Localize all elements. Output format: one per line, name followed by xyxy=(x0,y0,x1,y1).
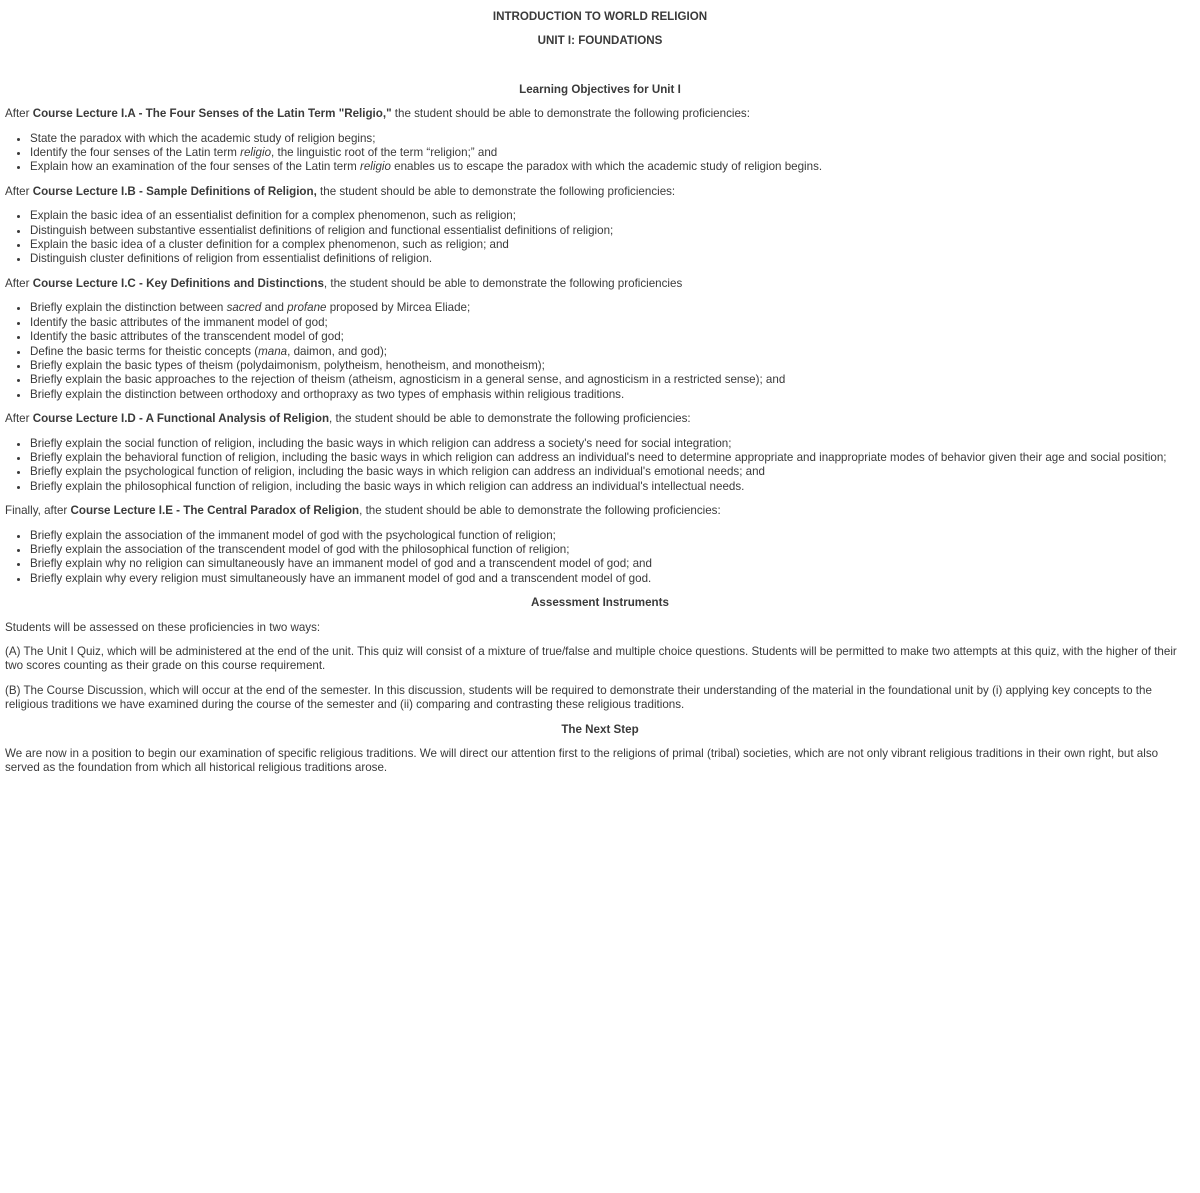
objective-text: Briefly explain the philosophical function of religion, including the basic ways in which religion can address an individual's intellectual needs. xyxy=(30,479,745,493)
objective-item xyxy=(30,238,1195,252)
objectives-sections xyxy=(5,107,1195,586)
objective-item xyxy=(30,316,1195,330)
section-intro xyxy=(5,504,1195,518)
objective-item xyxy=(30,437,1195,451)
emphasized-term: religio xyxy=(359,160,391,174)
objectives-list xyxy=(5,529,1195,587)
objective-text: Briefly explain why every religion must simultaneously have an immanent model of god and a transcendent model of god. xyxy=(30,571,652,585)
objective-item xyxy=(30,146,1195,160)
objective-text: Distinguish between substantive essentialist definitions of religion and functional essentialist definitions of religion; xyxy=(30,223,614,237)
objective-item xyxy=(30,345,1195,359)
objective-text: Explain how an examination of the four senses of the Latin term xyxy=(30,160,360,174)
section-intro-prefix: After xyxy=(5,276,33,290)
objective-text: Briefly explain the distinction between orthodoxy and orthopraxy as two types of emphasis within religious traditions. xyxy=(30,387,625,401)
objective-text: Identify the basic attributes of the immanent model of god; xyxy=(30,315,328,329)
unit-title: UNIT I: FOUNDATIONS xyxy=(537,34,663,48)
objective-item xyxy=(30,224,1195,238)
document-page xyxy=(0,10,1200,776)
next-step-heading: The Next Step xyxy=(561,722,639,736)
objective-item xyxy=(30,557,1195,571)
objective-item xyxy=(30,529,1195,543)
objectives-heading: Learning Objectives for Unit I xyxy=(519,82,681,96)
objective-item xyxy=(30,160,1195,174)
assessment-heading: Assessment Instruments xyxy=(531,596,669,610)
objective-text: Briefly explain the basic types of theism (polydaimonism, polytheism, henotheism, and monotheism); xyxy=(30,358,545,372)
lecture-title: Course Lecture I.D - A Functional Analysis of Religion xyxy=(32,412,330,426)
objectives-list xyxy=(5,437,1195,495)
objective-item xyxy=(30,301,1195,315)
section-intro-suffix: , the student should be able to demonstrate the following proficiencies: xyxy=(359,504,721,518)
assessment-item-a: (A) The Unit I Quiz, which will be administered at the end of the unit. This quiz will consist of a mixture of true/false and multiple choice questions. Students will be permitted to make two attempts at this quiz, with the higher of their two scores counting as their grade on this course requirement. xyxy=(5,645,1177,673)
objective-item xyxy=(30,543,1195,557)
objective-text: Explain the basic idea of an essentialist definition for a complex phenomenon, such as religion; xyxy=(30,209,516,223)
lecture-title: Course Lecture I.E - The Central Paradox of Religion xyxy=(70,504,360,518)
objective-item xyxy=(30,465,1195,479)
next-step-text: We are now in a position to begin our examination of specific religious traditions. We will direct our attention first to the religions of primal (tribal) societies, which are not only vibrant religious traditions in their own right, but also served as the foundation from which all historical religious traditions arose. xyxy=(5,747,1159,775)
objective-text: enables us to escape the paradox with which the academic study of religion begins. xyxy=(390,160,823,174)
objectives-list xyxy=(5,132,1195,175)
section-intro-prefix: Finally, after xyxy=(5,504,71,518)
objective-text: Briefly explain the social function of religion, including the basic ways in which religion can address a society's need for social integration; xyxy=(30,436,732,450)
objectives-list xyxy=(5,301,1195,402)
lecture-title: Course Lecture I.C - Key Definitions and Distinctions xyxy=(32,276,324,290)
objective-text: Briefly explain why no religion can simultaneously have an immanent model of god and a transcendent model of god; and xyxy=(30,557,652,571)
objective-item xyxy=(30,209,1195,223)
objective-text: State the paradox with which the academic study of religion begins; xyxy=(30,131,376,145)
objective-text: , daimon, and god); xyxy=(287,344,388,358)
objective-text: Identify the four senses of the Latin term xyxy=(30,146,241,160)
emphasized-term: mana xyxy=(258,344,288,358)
objective-text: Briefly explain the association of the immanent model of god with the psychological function of religion; xyxy=(30,528,556,542)
objective-item xyxy=(30,451,1195,465)
objective-text: Distinguish cluster definitions of religion from essentialist definitions of religion. xyxy=(30,252,433,266)
objective-text: Briefly explain the basic approaches to the rejection of theism (atheism, agnosticism in a general sense, and agnosticism in a restricted sense); and xyxy=(30,373,786,387)
section-intro-suffix: the student should be able to demonstrate the following proficiencies: xyxy=(316,184,676,198)
section-intro-prefix: After xyxy=(5,107,33,121)
objective-item xyxy=(30,132,1195,146)
objective-text: , the linguistic root of the term “religion;” and xyxy=(271,146,498,160)
section-intro xyxy=(5,107,1195,121)
objective-item xyxy=(30,572,1195,586)
objective-text: Briefly explain the psychological function of religion, including the basic ways in which religion can address an individual's emotional needs; and xyxy=(30,465,765,479)
objective-text: Define the basic terms for theistic concepts ( xyxy=(30,344,259,358)
emphasized-term: sacred xyxy=(226,301,262,315)
assessment-intro: Students will be assessed on these proficiencies in two ways: xyxy=(5,620,321,634)
section-intro-suffix: , the student should be able to demonstrate the following proficiencies xyxy=(323,276,683,290)
lecture-title: Course Lecture I.A - The Four Senses of the Latin Term "Religio," xyxy=(32,107,392,121)
objective-text: Briefly explain the behavioral function of religion, including the basic ways in which religion can address an individual's need to determine appropriate and inappropriate modes of behavior given their age and social position; xyxy=(30,450,1167,464)
objective-text: and xyxy=(261,301,288,315)
objective-item xyxy=(30,480,1195,494)
objective-text: Briefly explain the association of the transcendent model of god with the philosophical function of religion; xyxy=(30,542,570,556)
section-intro xyxy=(5,412,1195,426)
section-intro xyxy=(5,185,1195,199)
emphasized-term: profane xyxy=(287,301,327,315)
objective-item xyxy=(30,373,1195,387)
objective-text: Explain the basic idea of a cluster definition for a complex phenomenon, such as religion; and xyxy=(30,238,509,252)
objective-text: Briefly explain the distinction between xyxy=(30,301,227,315)
lecture-title: Course Lecture I.B - Sample Definitions of Religion, xyxy=(32,184,317,198)
objective-item xyxy=(30,359,1195,373)
objective-text: proposed by Mircea Eliade; xyxy=(326,301,471,315)
assessment-item-b: (B) The Course Discussion, which will occur at the end of the semester. In this discussion, students will be required to demonstrate their understanding of the material in the foundational unit by (i) applying key concepts to the religious traditions we have examined during the course of the semester and (ii) comparing and contrasting these religious traditions. xyxy=(5,683,1152,712)
section-intro-suffix: the student should be able to demonstrate the following proficiencies: xyxy=(391,107,750,121)
objective-text: Identify the basic attributes of the transcendent model of god; xyxy=(30,330,344,344)
section-intro-suffix: , the student should be able to demonstrate the following proficiencies: xyxy=(329,412,691,426)
emphasized-term: religio xyxy=(240,146,272,160)
section-intro-prefix: After xyxy=(5,412,33,426)
section-intro-prefix: After xyxy=(5,184,33,198)
objective-item xyxy=(30,252,1195,266)
objectives-list xyxy=(5,209,1195,267)
objective-item xyxy=(30,330,1195,344)
objective-item xyxy=(30,388,1195,402)
section-intro xyxy=(5,277,1195,291)
course-title: INTRODUCTION TO WORLD RELIGION xyxy=(492,10,708,23)
